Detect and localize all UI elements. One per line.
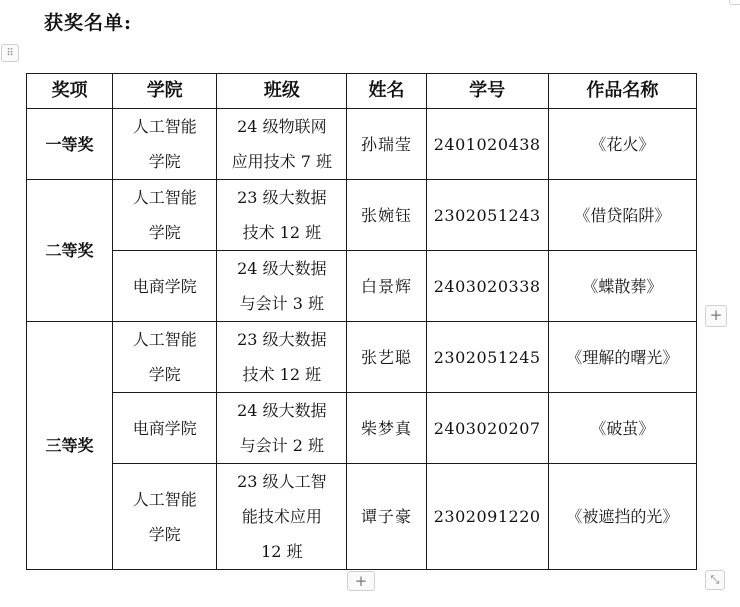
- work-title-cell[interactable]: 《借贷陷阱》: [548, 180, 696, 251]
- table-row: [27, 464, 697, 570]
- table-header-row: [27, 74, 697, 109]
- header-class[interactable]: 班级: [217, 74, 347, 109]
- header-award[interactable]: 奖项: [27, 74, 113, 109]
- student-id-cell[interactable]: 2302051243: [426, 180, 548, 251]
- college-cell[interactable]: 电商学院: [113, 251, 217, 322]
- college-cell[interactable]: [113, 322, 217, 393]
- award-level-cell[interactable]: 二等奖: [27, 180, 113, 322]
- class-line: 23 级大数据: [237, 330, 327, 349]
- table-row: [27, 322, 697, 393]
- student-name-cell[interactable]: 柴梦真: [347, 393, 426, 464]
- class-line: 与会计 3 班: [239, 294, 325, 313]
- student-id-cell[interactable]: 2302051245: [426, 322, 548, 393]
- award-level-cell[interactable]: 一等奖: [27, 109, 113, 180]
- class-line: 23 级人工智: [237, 472, 327, 491]
- college-line: 人工智能: [132, 330, 197, 349]
- class-line: 23 级大数据: [237, 188, 327, 207]
- class-line: 24 级物联网: [237, 117, 327, 136]
- work-title-cell[interactable]: 《被遮挡的光》: [548, 464, 696, 570]
- table-drag-handle-icon[interactable]: ⠿: [1, 44, 19, 62]
- work-title-cell[interactable]: 《花火》: [548, 109, 696, 180]
- college-line: 人工智能: [132, 489, 197, 509]
- add-column-icon[interactable]: +: [705, 305, 727, 327]
- class-line: 与会计 2 班: [239, 436, 325, 455]
- student-name-cell[interactable]: 孙瑞莹: [347, 109, 426, 180]
- award-list-table: [26, 73, 697, 570]
- college-cell[interactable]: [113, 464, 217, 570]
- student-name-cell[interactable]: 张婉钰: [347, 180, 426, 251]
- college-cell[interactable]: [113, 180, 217, 251]
- student-id-cell[interactable]: 2403020338: [426, 251, 548, 322]
- college-cell[interactable]: [113, 109, 217, 180]
- student-name-cell[interactable]: 张艺聪: [347, 322, 426, 393]
- work-title-cell[interactable]: 《理解的曙光》: [548, 322, 696, 393]
- college-line: 学院: [148, 365, 181, 384]
- class-line: 技术 12 班: [242, 223, 322, 242]
- class-line: 应用技术 7 班: [231, 152, 333, 171]
- class-line: 能技术应用: [241, 507, 322, 526]
- class-cell[interactable]: [217, 251, 347, 322]
- class-line: 24 级大数据: [237, 259, 327, 278]
- table-row: [27, 251, 697, 322]
- table-row: [27, 180, 697, 251]
- header-college[interactable]: 学院: [113, 74, 217, 109]
- header-name[interactable]: 姓名: [347, 74, 426, 109]
- class-line: 12 班: [261, 542, 303, 561]
- student-id-cell[interactable]: 2302091220: [426, 464, 548, 570]
- class-line: 24 级大数据: [237, 401, 327, 420]
- college-cell[interactable]: 电商学院: [113, 393, 217, 464]
- college-line: 人工智能: [132, 188, 197, 207]
- student-name-cell[interactable]: 谭子豪: [347, 464, 426, 570]
- award-level-cell[interactable]: 三等奖: [27, 322, 113, 570]
- college-line: 学院: [148, 524, 181, 544]
- add-row-icon[interactable]: +: [347, 571, 375, 591]
- college-line: 学院: [148, 152, 181, 171]
- header-work-title[interactable]: 作品名称: [548, 74, 696, 109]
- student-name-cell[interactable]: 白景辉: [347, 251, 426, 322]
- document-title: 获奖名单:: [44, 12, 133, 34]
- student-id-cell[interactable]: 2401020438: [426, 109, 548, 180]
- class-line: 技术 12 班: [242, 365, 322, 384]
- class-cell[interactable]: [217, 322, 347, 393]
- college-line: 学院: [148, 223, 181, 242]
- header-student-id[interactable]: 学号: [426, 74, 548, 109]
- class-cell[interactable]: [217, 180, 347, 251]
- work-title-cell[interactable]: 《破茧》: [548, 393, 696, 464]
- window-corner-mark: [729, 0, 740, 5]
- college-line: 人工智能: [132, 117, 197, 136]
- table-row: [27, 393, 697, 464]
- class-cell[interactable]: [217, 109, 347, 180]
- student-id-cell[interactable]: 2403020207: [426, 393, 548, 464]
- work-title-cell[interactable]: 《蝶散葬》: [548, 251, 696, 322]
- table-resize-icon[interactable]: ⤡: [705, 570, 725, 590]
- table-row: [27, 109, 697, 180]
- class-cell[interactable]: [217, 393, 347, 464]
- class-cell[interactable]: [217, 464, 347, 570]
